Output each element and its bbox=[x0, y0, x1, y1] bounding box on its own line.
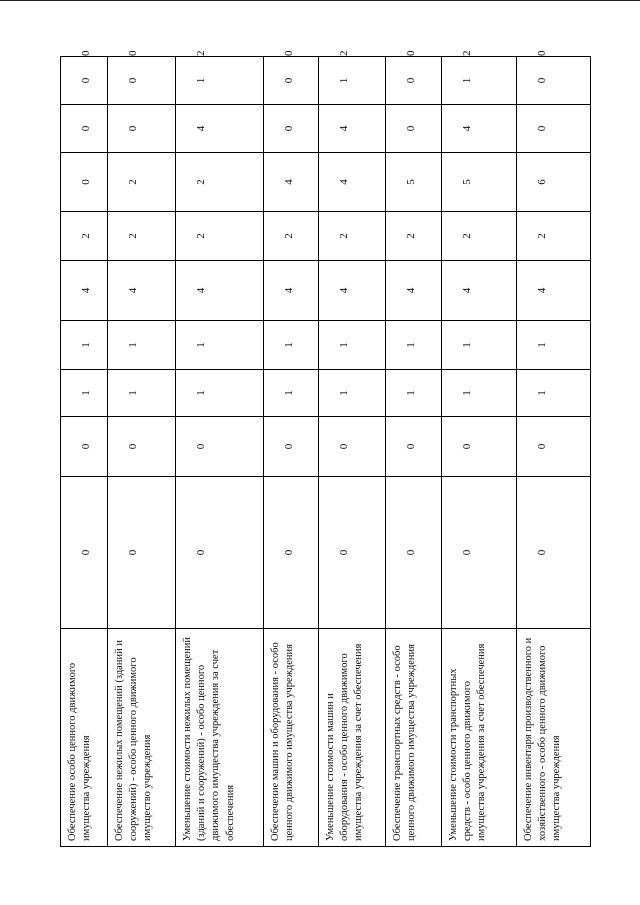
value-cell: 0 bbox=[517, 105, 591, 153]
value-cell: 1 bbox=[319, 57, 386, 105]
value-cell: 1 bbox=[264, 370, 319, 417]
row-name-cell: Обеспечение нежилых помещений (зданий и сооружений) - особо ценного движимого имущество учреждения bbox=[108, 629, 176, 847]
value-cell: 0 bbox=[108, 477, 176, 629]
value-cell: 1 bbox=[176, 57, 264, 105]
table-row: Уменьшение стоимости нежилых помещений (зданий и сооружений) - особо ценного движимого имущества учреждения за счет обеспечения 0 0 1 1 4 2 2 4 1 2 bbox=[176, 57, 264, 847]
value-cell: 4 bbox=[264, 153, 319, 212]
value-cell: 1 bbox=[108, 321, 176, 370]
value-cell: 2 bbox=[264, 212, 319, 261]
scan-top-edge bbox=[0, 0, 640, 1]
value-cell: 2 bbox=[61, 212, 108, 261]
value-cell: 0 bbox=[517, 417, 591, 477]
value-cell: 1 bbox=[386, 321, 442, 370]
value-cell: 1 bbox=[517, 321, 591, 370]
value-cell: 4 bbox=[176, 261, 264, 321]
value-cell: 1 bbox=[61, 370, 108, 417]
value-cell: 0 bbox=[442, 417, 517, 477]
value-cell: 1 bbox=[264, 321, 319, 370]
table-row: Обеспечение машин и оборудования - особо ценного движимого имущества учреждения 0 0 1 1 4 2 4 0 0 0 bbox=[264, 57, 319, 847]
value-cell: 4 bbox=[442, 261, 517, 321]
value-cell: 0 bbox=[108, 57, 176, 105]
row-name-cell: Обеспечение инвентаря производственного и хозяйственного - особо ценного движимого имущества учреждения bbox=[517, 629, 591, 847]
value-cell: 0 bbox=[61, 417, 108, 477]
value-cell: 0 bbox=[61, 477, 108, 629]
value-cell: 6 bbox=[517, 153, 591, 212]
value-cell: 4 bbox=[386, 261, 442, 321]
value-cell: 0 bbox=[176, 417, 264, 477]
row-name-cell: Уменьшение стоимости транспортных средств - особо ценного движимого имущества учреждения за счет обеспечения bbox=[442, 629, 517, 847]
value-cell: 1 bbox=[517, 370, 591, 417]
value-cell: 0 bbox=[61, 105, 108, 153]
value-cell: 2 bbox=[319, 212, 386, 261]
value-cell: 1 bbox=[319, 321, 386, 370]
row-name-cell: Обеспечение машин и оборудования - особо ценного движимого имущества учреждения bbox=[264, 629, 319, 847]
value-cell: 4 bbox=[108, 261, 176, 321]
value-cell: 1 bbox=[108, 370, 176, 417]
value-cell: 4 bbox=[442, 105, 517, 153]
value-cell: 1 bbox=[442, 321, 517, 370]
value-cell: 0 bbox=[517, 477, 591, 629]
value-cell: 0 bbox=[442, 477, 517, 629]
row-name-cell: Обеспечение транспортных средств - особо ценного движимого имущества учреждения bbox=[386, 629, 442, 847]
value-cell: 2 bbox=[176, 153, 264, 212]
row-name-cell: Обеспечение особо ценного движимого имущества учреждения bbox=[61, 629, 108, 847]
table-row: Уменьшение стоимости транспортных средств - особо ценного движимого имущества учреждения за счет обеспечения 0 0 1 1 4 2 5 4 1 2 bbox=[442, 57, 517, 847]
value-cell: 2 bbox=[176, 212, 264, 261]
value-cell: 0 bbox=[108, 417, 176, 477]
table-row: Обеспечение инвентаря производственного и хозяйственного - особо ценного движимого имущества учреждения 0 0 1 1 4 2 6 0 0 0 bbox=[517, 57, 591, 847]
value-cell: 0 bbox=[386, 417, 442, 477]
value-cell: 0 bbox=[386, 477, 442, 629]
value-cell: 0 bbox=[264, 477, 319, 629]
value-cell: 0 bbox=[61, 153, 108, 212]
table-row: Обеспечение транспортных средств - особо ценного движимого имущества учреждения 0 0 1 1 4 2 5 0 0 0 bbox=[386, 57, 442, 847]
value-cell: 0 bbox=[386, 105, 442, 153]
value-cell: 5 bbox=[386, 153, 442, 212]
value-cell: 1 bbox=[176, 370, 264, 417]
rotated-table-wrapper bbox=[60, 50, 590, 847]
value-cell: 0 bbox=[264, 57, 319, 105]
value-cell: 1 bbox=[61, 321, 108, 370]
value-cell: 0 bbox=[319, 477, 386, 629]
value-cell: 2 bbox=[442, 212, 517, 261]
value-cell: 4 bbox=[264, 261, 319, 321]
value-cell: 4 bbox=[61, 261, 108, 321]
table-row: Уменьшение стоимости машин и оборудования - особо ценного движимого имущества учреждения за счет обеспечения 0 0 1 1 4 2 4 4 1 2 bbox=[319, 57, 386, 847]
value-cell: 0 bbox=[108, 105, 176, 153]
value-cell: 4 bbox=[319, 153, 386, 212]
value-cell: 1 bbox=[319, 370, 386, 417]
value-cell: 0 bbox=[61, 57, 108, 105]
value-cell: 2 bbox=[108, 212, 176, 261]
value-cell: 5 bbox=[442, 153, 517, 212]
value-cell: 0 bbox=[517, 57, 591, 105]
table-row: Обеспечение особо ценного движимого имущества учреждения 0 0 1 1 4 2 0 0 0 0 bbox=[61, 57, 108, 847]
value-cell: 4 bbox=[176, 105, 264, 153]
value-cell: 1 bbox=[442, 57, 517, 105]
table-body bbox=[61, 50, 591, 847]
value-cell: 2 bbox=[386, 212, 442, 261]
value-cell: 2 bbox=[108, 153, 176, 212]
value-cell: 0 bbox=[264, 105, 319, 153]
row-name-cell: Уменьшение стоимости нежилых помещений (зданий и сооружений) - особо ценного движимого имущества учреждения за счет обеспечения bbox=[176, 629, 264, 847]
value-cell: 1 bbox=[442, 370, 517, 417]
value-cell: 4 bbox=[319, 105, 386, 153]
table-row: Обеспечение нежилых помещений (зданий и сооружений) - особо ценного движимого имущество учреждения 0 0 1 1 4 2 2 0 0 0 bbox=[108, 57, 176, 847]
value-cell: 1 bbox=[386, 370, 442, 417]
value-cell: 4 bbox=[319, 261, 386, 321]
value-cell: 0 bbox=[176, 477, 264, 629]
value-cell: 1 bbox=[176, 321, 264, 370]
value-cell: 2 bbox=[517, 212, 591, 261]
accounts-table bbox=[60, 50, 591, 847]
value-cell: 0 bbox=[386, 57, 442, 105]
row-name-cell: Уменьшение стоимости машин и оборудования - особо ценного движимого имущества учреждения за счет обеспечения bbox=[319, 629, 386, 847]
value-cell: 0 bbox=[319, 417, 386, 477]
value-cell: 0 bbox=[264, 417, 319, 477]
value-cell: 4 bbox=[517, 261, 591, 321]
